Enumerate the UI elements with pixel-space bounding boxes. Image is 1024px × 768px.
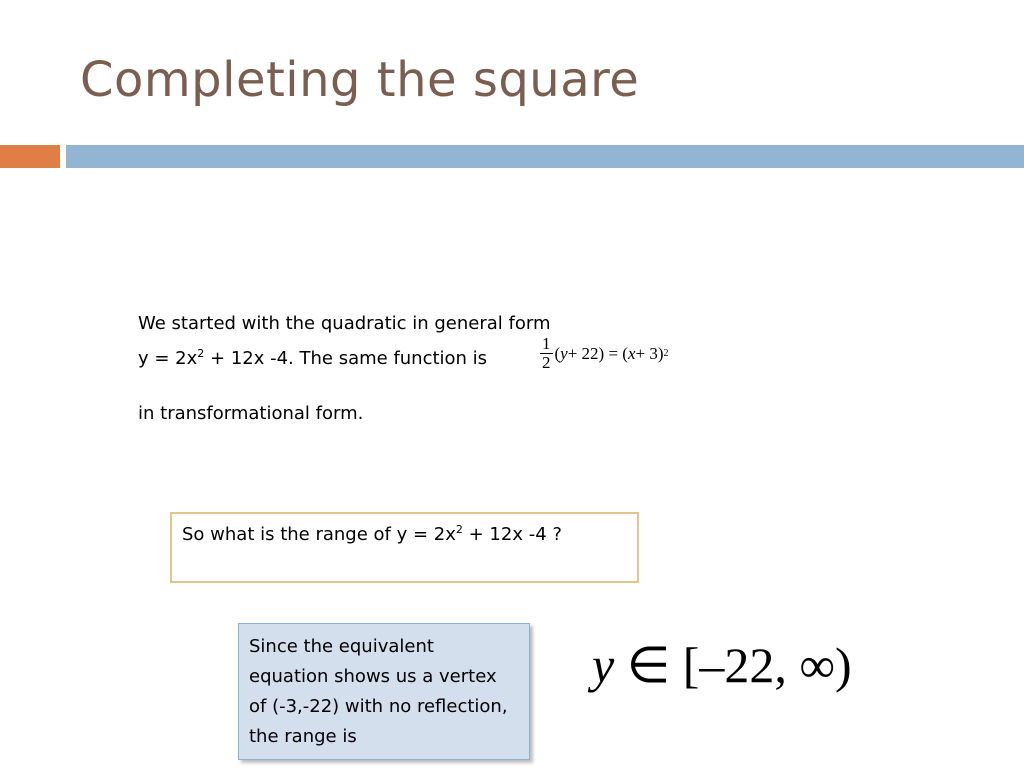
answer-callout bbox=[238, 623, 530, 760]
intro-line-2-suffix: + 12x -4. The same function is bbox=[204, 348, 488, 369]
accent-bar-blue bbox=[66, 145, 1024, 168]
formula-left-open: ( bbox=[554, 343, 561, 363]
intro-line-2 bbox=[138, 334, 758, 372]
formula-right-rest: + 3) bbox=[635, 343, 664, 363]
question-prefix: So what is the range of y = 2x bbox=[182, 524, 456, 545]
range-expression bbox=[592, 636, 852, 694]
formula-left-rest: + 22) = ( bbox=[567, 343, 628, 363]
intro-line-2-prefix: y = 2x bbox=[138, 348, 198, 369]
range-var: y bbox=[592, 637, 615, 693]
formula-denominator: 2 bbox=[542, 353, 551, 372]
question-exponent: 2 bbox=[455, 523, 463, 536]
slide-title: Completing the square bbox=[80, 52, 640, 108]
intro-line-1: We started with the quadratic in general form bbox=[138, 313, 551, 334]
transformational-formula bbox=[540, 335, 669, 372]
formula-var-x: x bbox=[627, 343, 636, 363]
question-suffix: + 12x -4 ? bbox=[462, 524, 562, 545]
range-rest: ∈ [–22, ∞) bbox=[614, 637, 852, 693]
intro-line-2-exponent: 2 bbox=[197, 347, 205, 360]
answer-text: Since the equivalent equation shows us a vertex of (-3,-22) with no reflection, the range is bbox=[249, 636, 508, 747]
formula-numerator: 1 bbox=[542, 334, 551, 353]
formula-fraction bbox=[540, 335, 553, 372]
question-box bbox=[170, 512, 639, 583]
intro-line-3: in transformational form. bbox=[138, 403, 364, 424]
formula-var-y: y bbox=[560, 343, 568, 363]
intro-blank-line bbox=[138, 369, 758, 399]
accent-bar-orange bbox=[0, 145, 60, 168]
formula-exponent: 2 bbox=[663, 347, 669, 359]
intro-paragraph bbox=[138, 309, 758, 429]
